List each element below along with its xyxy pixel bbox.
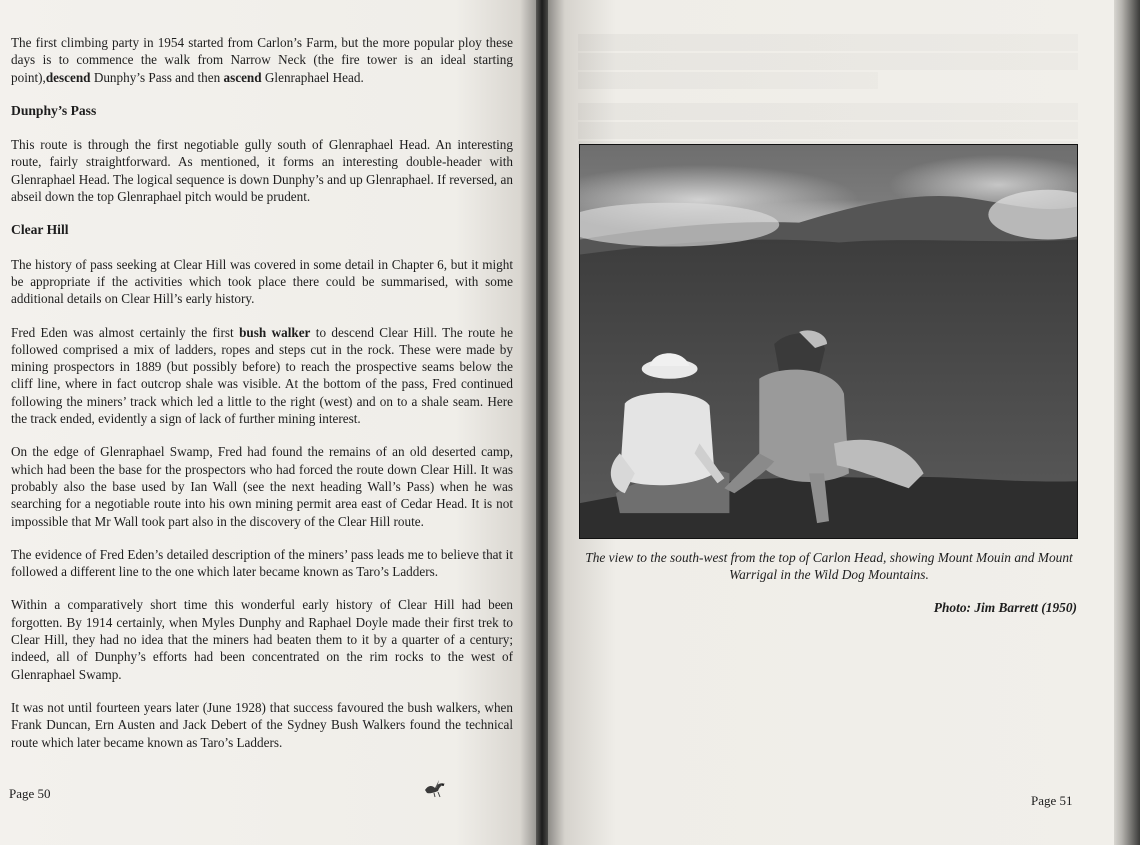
photo-credit: Photo: Jim Barrett (1950): [933, 600, 1077, 615]
paragraph-1: [11, 34, 513, 86]
show-through-text: [578, 34, 1078, 160]
paragraph-2: This route is through the first negotiable gully south of Glenraphael Head. An interesting route, fairly straightforward. As mentioned, it forms an interesting double-header with Glenraphael Head. The logical sequence is down Dunphy’s and up Glenraphael. If reversed, an abseil down the top Glenraphael pitch would be prudent.: [11, 137, 513, 205]
paragraph-7: Within a comparatively short time this wonderful early history of Clear Hill had been forgotten. By 1914 certainly, when Myles Dunphy and Raphael Doyle made their first trek to Clear Hill, they had no idea that the miners had beaten them to it by a quarter of a century; indeed, all of Dunphy’s efforts had been concentrated on the rim rocks to the west of Glenraphael Swamp.: [11, 597, 513, 682]
paragraph-1-text-2: Dunphy’s Pass and then: [90, 69, 224, 85]
book-gutter: [536, 0, 548, 845]
emphasis-descend: descend: [45, 69, 91, 85]
emphasis-bush-walker: bush walker: [239, 324, 311, 340]
heading-clear-hill: Clear Hill: [11, 222, 69, 238]
left-page: [0, 0, 536, 845]
page-number-left: Page 50: [9, 786, 51, 801]
heading-dunphys-pass: Dunphy’s Pass: [11, 102, 97, 118]
page-number-right: Page 51: [1031, 793, 1073, 808]
left-page-text: [11, 34, 513, 767]
paragraph-6: The evidence of Fred Eden’s detailed description of the miners’ pass leads me to believe that it followed a different line to the one which later became known as Taro’s Ladders.: [11, 546, 513, 580]
paragraph-1-text-3: Glenraphael Head.: [261, 69, 364, 85]
landscape-photo: [579, 144, 1078, 539]
paragraph-4-text-2: to descend Clear Hill. The route he followed comprised a mix of ladders, ropes and steps cut in the rock. These were made by mining prospectors in 1889 (but possibly before) to reach the prospective seams below the cliff line, where in fact outcrop shale was visible. At the bottom of the pass, Fred continued following the miners’ track which led a little to the right (west) and on to a shale seam. Here the track ended, evidently a sign of lack of further mining interest.: [11, 324, 513, 427]
paragraph-4: [11, 324, 513, 428]
paragraph-3: The history of pass seeking at Clear Hill was covered in some detail in Chapter 6, but it might be appropriate if the activities which took place there could be summarised, with some additional details on Clear Hill’s early history.: [11, 256, 513, 307]
bird-ornament-icon: [421, 776, 449, 798]
book-fore-edge: [1114, 0, 1140, 845]
photo-caption: The view to the south-west from the top of Carlon Head, showing Mount Mouin and Mount Warrigal in the Wild Dog Mountains.: [585, 550, 1073, 582]
paragraph-5: On the edge of Glenraphael Swamp, Fred had found the remains of an old deserted camp, which had been the base for the prospectors who had forced the route down Clear Hill. It was probably also the base used by Ian Wall (see the next heading Wall’s Pass) when he was searching for a negotiable route into his own mining permit area east of Cedar Head. It is not impossible that Mr Wall took part also in the discovery of the Clear Hill route.: [11, 444, 513, 529]
paragraph-4-text: Fred Eden was almost certainly the first: [11, 324, 240, 340]
emphasis-ascend: ascend: [223, 69, 262, 85]
paragraph-8: It was not until fourteen years later (June 1928) that success favoured the bush walkers, when Frank Duncan, Ern Austen and Jack Debert of the Sydney Bush Walkers found the technical route which later became known as Taro’s Ladders.: [11, 699, 513, 750]
paragraph-1-text: The first climbing party in 1954 started from Carlon’s Farm, but the more popular ploy these days is to commence the walk from Narrow Neck (the fire tower is an ideal starting point),: [11, 35, 513, 85]
